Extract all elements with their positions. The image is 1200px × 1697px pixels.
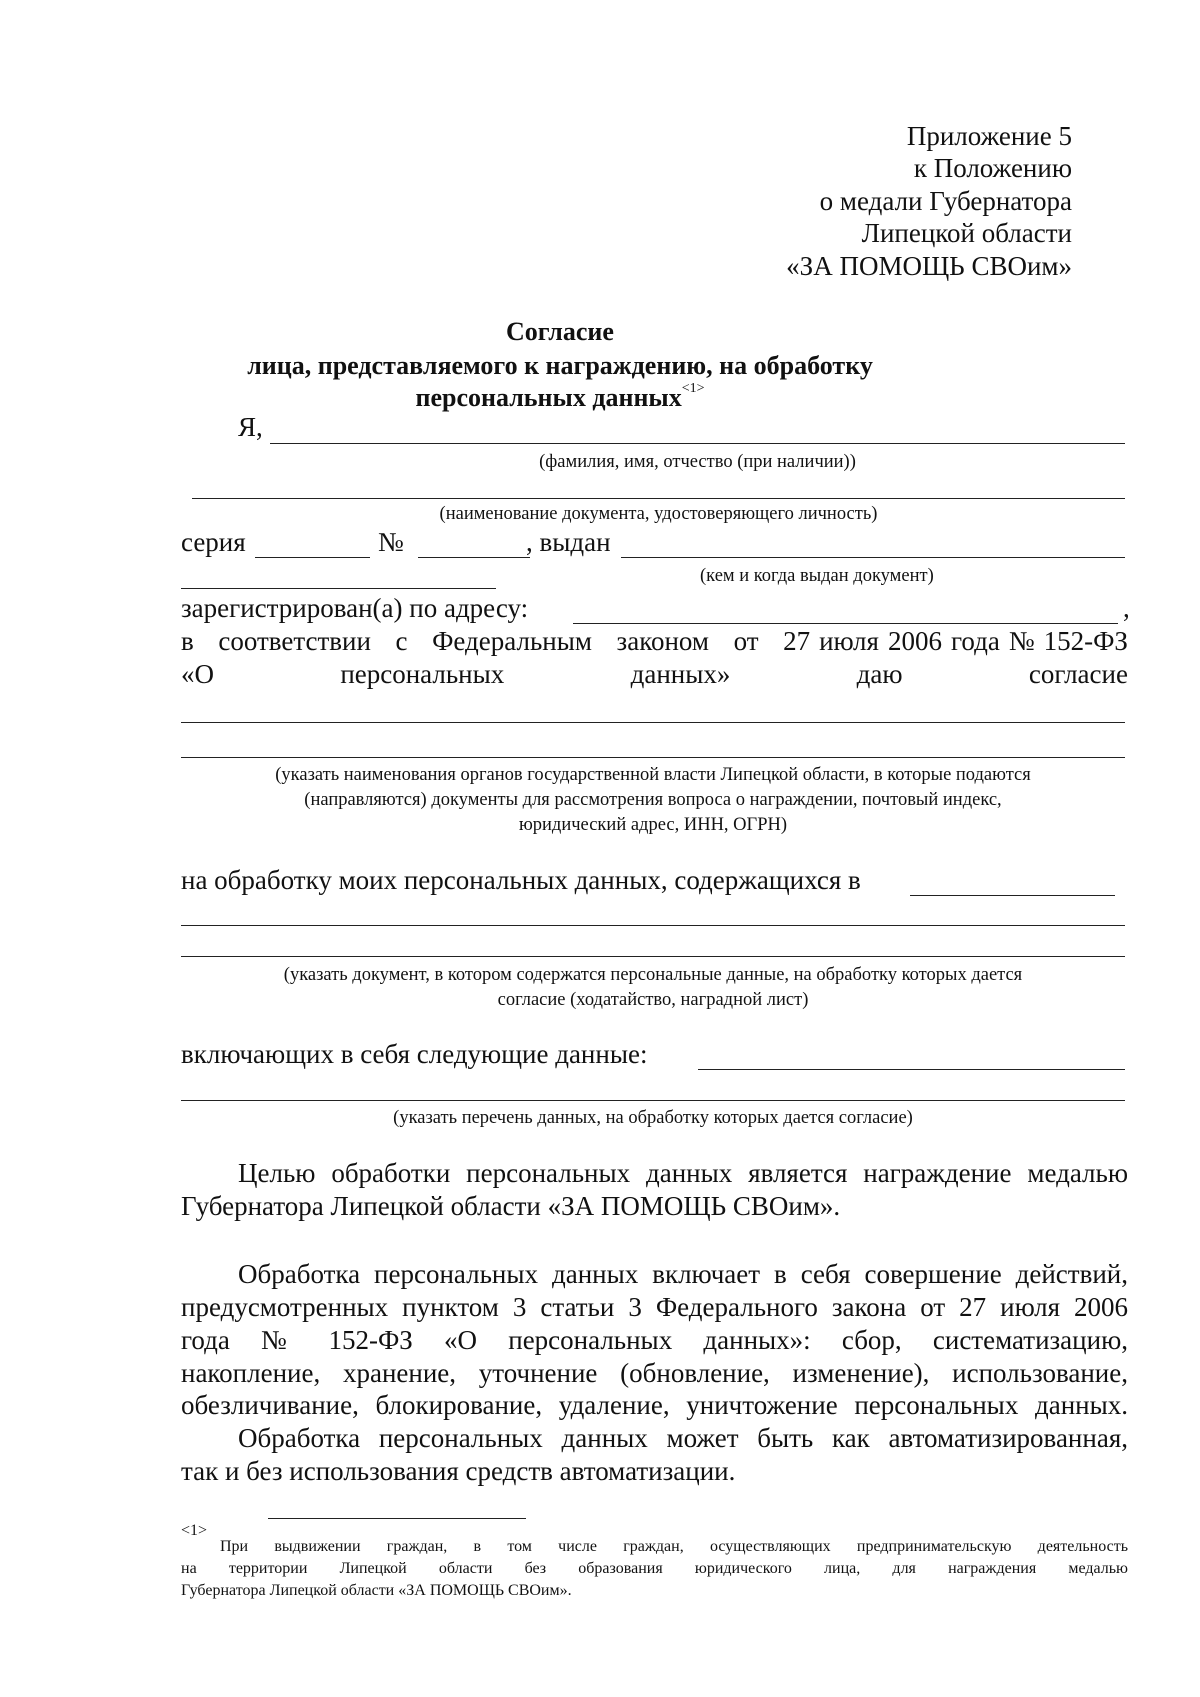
fio-hint: (фамилия, имя, отчество (при наличии)) xyxy=(539,452,856,472)
appendix-line-2: к Положению xyxy=(913,153,1072,183)
appendix-line-4: Липецкой области xyxy=(861,218,1072,248)
document-hint-line-1: (указать документ, в котором содержатся персональные данные, на обработку которых дается xyxy=(283,965,1023,985)
actions-line-5 xyxy=(181,1389,1128,1421)
purpose-line-1-text: Целью обработки персональных данных является награждение медалью xyxy=(238,1158,1128,1188)
actions-line-4-text: накопление, хранение, уточнение (обновление, изменение), использование, xyxy=(181,1358,1128,1388)
footnote-line-3: Губернатора Липецкой области «ЗА ПОМОЩЬ СВОим». xyxy=(181,1582,572,1599)
processing-label: на обработку моих персональных данных, содержащихся в xyxy=(181,865,861,895)
actions-line-2 xyxy=(181,1291,1128,1323)
footnote-line-1-text: При выдвижении граждан, в том числе граждан, осуществляющих предпринимательскую деятельность xyxy=(220,1538,1128,1555)
law-word: даю xyxy=(856,659,903,689)
document-field-line-1[interactable] xyxy=(910,895,1115,896)
footnote-mark: <1> xyxy=(181,1522,208,1539)
law-word: 2006 xyxy=(887,626,942,656)
law-word: законом xyxy=(616,626,709,656)
actions-line-3-text: года № 152-ФЗ «О персональных данных»: сбор, систематизацию, xyxy=(181,1325,1128,1355)
title-line-1: Согласие xyxy=(506,317,614,346)
fio-field-line[interactable] xyxy=(270,443,1125,444)
organs-hint-line-3: юридический адрес, ИНН, ОГРН) xyxy=(518,815,788,835)
law-reference-line-2 xyxy=(181,658,1128,690)
law-word: в xyxy=(181,626,194,656)
purpose-line-1 xyxy=(238,1157,1128,1189)
number-field-line[interactable] xyxy=(418,557,530,558)
actions-line-5-text: обезличивание, блокирование, удаление, уничтожение персональных данных. xyxy=(181,1390,1128,1420)
actions-line-2-text: предусмотренных пунктом 3 статьи 3 Федерального закона от 27 июля 2006 xyxy=(181,1292,1128,1322)
footnote-separator xyxy=(268,1518,526,1519)
registered-label: зарегистрирован(а) по адресу: xyxy=(181,593,529,623)
law-word: данных» xyxy=(630,659,731,689)
data-list-hint: (указать перечень данных, на обработку которых дается согласие) xyxy=(393,1108,913,1128)
document-hint-line-2: согласие (ходатайство, наградной лист) xyxy=(497,990,809,1010)
auto-line-1-text: Обработка персональных данных может быть как автоматизированная, xyxy=(238,1423,1128,1453)
law-word: персональных xyxy=(340,659,505,689)
law-date xyxy=(783,625,1128,657)
appendix-line-5: «ЗА ПОМОЩЬ СВОим» xyxy=(786,251,1072,281)
including-label: включающих в себя следующие данные: xyxy=(181,1039,648,1069)
data-list-field-line-1[interactable] xyxy=(698,1069,1125,1070)
actions-line-4 xyxy=(181,1357,1128,1389)
auto-line-1 xyxy=(238,1422,1128,1454)
organs-field-line-1[interactable] xyxy=(181,722,1125,723)
law-word: июля xyxy=(819,626,879,656)
title-line-3 xyxy=(160,382,960,414)
appendix-line-3: о медали Губернатора xyxy=(819,186,1072,216)
law-word: соответствии xyxy=(218,626,371,656)
organs-hint-line-2: (направляются) документы для рассмотрения вопроса о награждении, почтовый индекс, xyxy=(304,790,1002,810)
series-label: серия xyxy=(181,527,246,557)
address-field-line[interactable] xyxy=(573,623,1118,624)
identity-document-hint: (наименование документа, удостоверяющего личность) xyxy=(439,504,878,524)
auto-line-2: так и без использования средств автоматизации. xyxy=(181,1456,736,1486)
law-word: с xyxy=(395,626,408,656)
law-reference-line-1 xyxy=(181,625,1128,657)
law-word: от xyxy=(733,626,759,656)
title-line-3-text: персональных данных xyxy=(415,383,682,412)
law-word: № xyxy=(1008,626,1035,656)
title-footnote-ref: <1> xyxy=(681,381,705,396)
organs-hint-line-1: (указать наименования органов государственной власти Липецкой области, в которые подаются xyxy=(275,765,1031,785)
organs-field-line-2[interactable] xyxy=(181,757,1125,758)
law-word: 27 xyxy=(783,626,811,656)
law-word: года xyxy=(950,626,1000,656)
series-field-line[interactable] xyxy=(255,557,370,558)
issued-by-field-line[interactable] xyxy=(621,557,1125,558)
title-line-2: лица, представляемого к награждению, на обработку xyxy=(247,351,873,380)
issued-hint: (кем и когда выдан документ) xyxy=(700,566,934,586)
actions-line-3 xyxy=(181,1324,1128,1356)
purpose-line-2: Губернатора Липецкой области «ЗА ПОМОЩЬ СВОим». xyxy=(181,1191,841,1221)
issued-by-field-line-2[interactable] xyxy=(181,588,496,589)
ya-label: Я, xyxy=(238,412,263,442)
actions-line-1 xyxy=(238,1258,1128,1290)
issued-label: , выдан xyxy=(526,527,611,557)
identity-document-field-line[interactable] xyxy=(192,498,1125,499)
number-label: № xyxy=(378,527,404,557)
actions-line-1-text: Обработка персональных данных включает в себя совершение действий, xyxy=(238,1259,1128,1289)
law-word: согласие xyxy=(1028,659,1128,689)
law-word: «О xyxy=(181,659,214,689)
document-field-line-3[interactable] xyxy=(181,956,1125,957)
appendix-line-1: Приложение 5 xyxy=(906,121,1072,151)
address-comma: , xyxy=(1123,593,1130,623)
footnote-line-2 xyxy=(181,1558,1128,1579)
footnote-line-2-text: на территории Липецкой области без образования юридического лица, для награждения медалью xyxy=(181,1560,1128,1577)
data-list-field-line-2[interactable] xyxy=(181,1100,1125,1101)
law-word: 152-ФЗ xyxy=(1043,626,1128,656)
law-word: Федеральным xyxy=(432,626,592,656)
footnote-line-1 xyxy=(220,1536,1128,1557)
document-field-line-2[interactable] xyxy=(181,925,1125,926)
